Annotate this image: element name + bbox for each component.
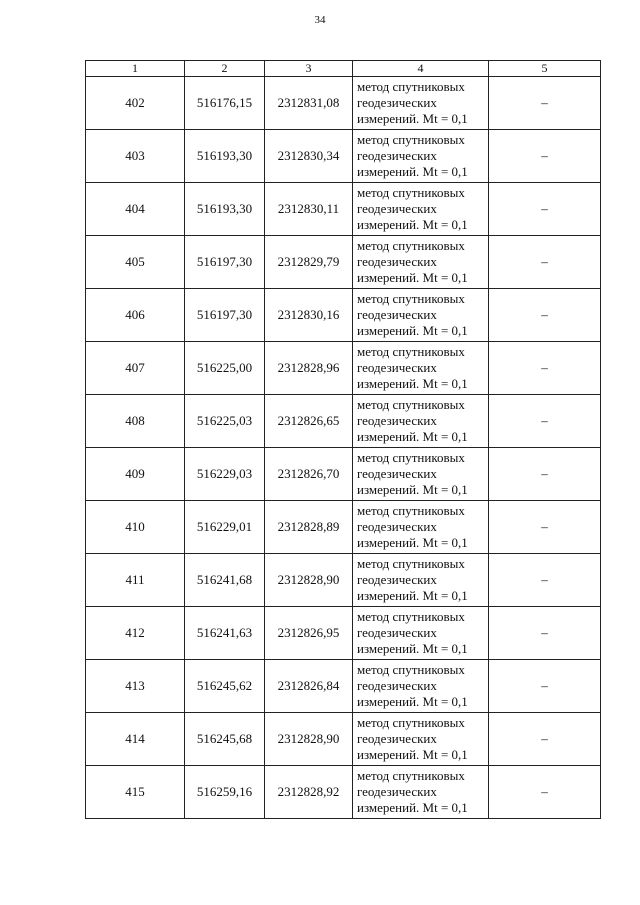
y-coordinate-cell: 2312830,16 [265,289,353,342]
table-row [86,342,601,395]
table-row [86,660,601,713]
method-line: геодезических [357,466,437,481]
y-coordinate-cell: 2312828,89 [265,501,353,554]
method-line: метод спутниковых [357,609,465,624]
note-cell: – [489,289,601,342]
method-line: измерений. Mt = 0,1 [357,270,468,285]
point-number-cell: 415 [86,766,185,819]
note-cell: – [489,130,601,183]
method-line: измерений. Mt = 0,1 [357,111,468,126]
method-line: геодезических [357,95,437,110]
y-coordinate-cell: 2312826,95 [265,607,353,660]
method-line: метод спутниковых [357,238,465,253]
method-line: геодезических [357,519,437,534]
method-cell [353,713,489,766]
method-line: геодезических [357,625,437,640]
method-line: метод спутниковых [357,450,465,465]
method-line: геодезических [357,413,437,428]
method-line: измерений. Mt = 0,1 [357,800,468,815]
method-cell [353,395,489,448]
point-number-cell: 414 [86,713,185,766]
point-number-cell: 412 [86,607,185,660]
y-coordinate-cell: 2312829,79 [265,236,353,289]
method-cell [353,766,489,819]
y-coordinate-cell: 2312828,92 [265,766,353,819]
x-coordinate-cell: 516245,62 [185,660,265,713]
method-line: метод спутниковых [357,556,465,571]
column-header-3: 3 [265,61,353,77]
point-number-cell: 411 [86,554,185,607]
method-line: метод спутниковых [357,291,465,306]
x-coordinate-cell: 516241,68 [185,554,265,607]
y-coordinate-cell: 2312830,11 [265,183,353,236]
method-cell [353,448,489,501]
x-coordinate-cell: 516225,03 [185,395,265,448]
method-line: геодезических [357,572,437,587]
y-coordinate-cell: 2312826,65 [265,395,353,448]
table-row [86,289,601,342]
method-line: геодезических [357,201,437,216]
note-cell: – [489,554,601,607]
point-number-cell: 406 [86,289,185,342]
x-coordinate-cell: 516245,68 [185,713,265,766]
point-number-cell: 405 [86,236,185,289]
method-line: геодезических [357,731,437,746]
y-coordinate-cell: 2312828,96 [265,342,353,395]
point-number-cell: 407 [86,342,185,395]
x-coordinate-cell: 516197,30 [185,236,265,289]
method-cell [353,77,489,130]
y-coordinate-cell: 2312826,70 [265,448,353,501]
x-coordinate-cell: 516241,63 [185,607,265,660]
table-row [86,395,601,448]
method-cell [353,289,489,342]
method-line: измерений. Mt = 0,1 [357,641,468,656]
note-cell: – [489,236,601,289]
note-cell: – [489,395,601,448]
x-coordinate-cell: 516225,00 [185,342,265,395]
method-cell [353,342,489,395]
method-line: геодезических [357,148,437,163]
x-coordinate-cell: 516176,15 [185,77,265,130]
note-cell: – [489,660,601,713]
x-coordinate-cell: 516259,16 [185,766,265,819]
method-line: метод спутниковых [357,185,465,200]
method-line: метод спутниковых [357,79,465,94]
column-header-2: 2 [185,61,265,77]
method-cell [353,236,489,289]
method-cell [353,183,489,236]
method-cell [353,130,489,183]
method-line: измерений. Mt = 0,1 [357,217,468,232]
method-line: геодезических [357,784,437,799]
method-line: геодезических [357,307,437,322]
method-line: измерений. Mt = 0,1 [357,588,468,603]
x-coordinate-cell: 516229,01 [185,501,265,554]
method-cell [353,554,489,607]
method-line: геодезических [357,360,437,375]
method-line: геодезических [357,254,437,269]
table-row [86,554,601,607]
x-coordinate-cell: 516193,30 [185,183,265,236]
point-number-cell: 413 [86,660,185,713]
method-line: метод спутниковых [357,662,465,677]
x-coordinate-cell: 516197,30 [185,289,265,342]
point-number-cell: 402 [86,77,185,130]
table-row [86,713,601,766]
method-line: измерений. Mt = 0,1 [357,429,468,444]
table-header-row [86,61,601,77]
method-line: метод спутниковых [357,397,465,412]
table-row [86,183,601,236]
method-line: измерений. Mt = 0,1 [357,694,468,709]
y-coordinate-cell: 2312831,08 [265,77,353,130]
point-number-cell: 403 [86,130,185,183]
note-cell: – [489,448,601,501]
point-number-cell: 404 [86,183,185,236]
table-row [86,501,601,554]
x-coordinate-cell: 516193,30 [185,130,265,183]
table-row [86,448,601,501]
y-coordinate-cell: 2312830,34 [265,130,353,183]
note-cell: – [489,607,601,660]
method-line: метод спутниковых [357,132,465,147]
table-row [86,766,601,819]
method-cell [353,501,489,554]
note-cell: – [489,766,601,819]
note-cell: – [489,77,601,130]
y-coordinate-cell: 2312826,84 [265,660,353,713]
table-row [86,236,601,289]
x-coordinate-cell: 516229,03 [185,448,265,501]
coordinates-table [85,60,601,819]
table-row [86,77,601,130]
y-coordinate-cell: 2312828,90 [265,554,353,607]
table-row [86,607,601,660]
page-number: 34 [314,14,326,26]
column-header-4: 4 [353,61,489,77]
note-cell: – [489,501,601,554]
point-number-cell: 409 [86,448,185,501]
method-line: измерений. Mt = 0,1 [357,747,468,762]
point-number-cell: 408 [86,395,185,448]
method-line: измерений. Mt = 0,1 [357,164,468,179]
method-line: геодезических [357,678,437,693]
method-cell [353,607,489,660]
method-line: метод спутниковых [357,503,465,518]
method-line: измерений. Mt = 0,1 [357,376,468,391]
note-cell: – [489,342,601,395]
method-line: метод спутниковых [357,768,465,783]
column-header-1: 1 [86,61,185,77]
method-line: измерений. Mt = 0,1 [357,482,468,497]
method-line: измерений. Mt = 0,1 [357,535,468,550]
point-number-cell: 410 [86,501,185,554]
method-line: измерений. Mt = 0,1 [357,323,468,338]
method-cell [353,660,489,713]
method-line: метод спутниковых [357,715,465,730]
y-coordinate-cell: 2312828,90 [265,713,353,766]
column-header-5: 5 [489,61,601,77]
table-row [86,130,601,183]
method-line: метод спутниковых [357,344,465,359]
note-cell: – [489,183,601,236]
note-cell: – [489,713,601,766]
